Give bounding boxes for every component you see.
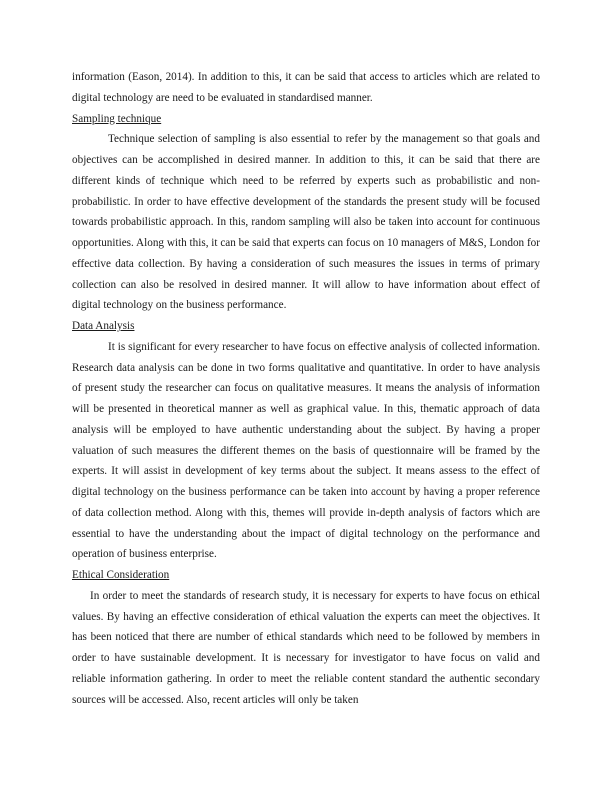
sampling-technique-paragraph: Technique selection of sampling is also essential to refer by the management so that goals and objectives can be accomplished in desired manner. In addition to this, it can be said that there are different kinds of technique which need to be referred by experts such as probabilistic and non-probabilistic. In order to have effective development of the standards the present study will be focused towards probabilistic approach. In this, random sampling will also be taken into account for continuous opportunities. Along with this, it can be said that experts can focus on 10 managers of M&S, London for effective data collection. By having a consideration of such measures the issues in terms of primary collection can also be resolved in desired manner. It will allow to have information about effect of digital technology on the business performance. bbox=[72, 133, 540, 312]
section-heading-sampling-technique: Sampling technique bbox=[72, 112, 162, 125]
ethical-consideration-paragraph: In order to meet the standards of research study, it is necessary for experts to have focus on ethical values. By having an effective consideration of ethical valuation the experts can meet the objectives. It has been noticed that there are number of ethical standards which need to be followed by members in order to have sustainable development. It is necessary for investigator to have focus on valid and reliable information gathering. In order to meet the reliable content standard the authentic secondary sources will be accessed. Also, recent articles will only be taken bbox=[72, 589, 540, 706]
section-heading-data-analysis: Data Analysis bbox=[72, 320, 135, 332]
document-body bbox=[72, 67, 540, 710]
data-analysis-paragraph: It is significant for every researcher to have focus on effective analysis of collected information. Research data analysis can be done in two forms qualitative and quantitative. In order to have analysis of present study the researcher can focus on qualitative measures. It means the analysis of information will be presented in theoretical manner as well as graphical value. In this, thematic approach of data analysis will be employed to have authentic understanding about the subject. By having a proper valuation of such measures the different themes on the basis of questionnaire will be framed by the experts. It will assist in development of key terms about the subject. It means assess to the effect of digital technology on the business performance can be taken into account by having a proper reference of data collection method. Along with this, themes will provide in-depth analysis of factors which are essential to have the understanding about the impact of digital technology on the performance and operation of business enterprise. bbox=[72, 340, 540, 561]
section-heading-ethical-consideration: Ethical Consideration bbox=[72, 569, 170, 581]
intro-paragraph-continuation: information (Eason, 2014). In addition to this, it can be said that access to articles which are related to digital technology are need to be evaluated in standardised manner. bbox=[72, 71, 540, 104]
